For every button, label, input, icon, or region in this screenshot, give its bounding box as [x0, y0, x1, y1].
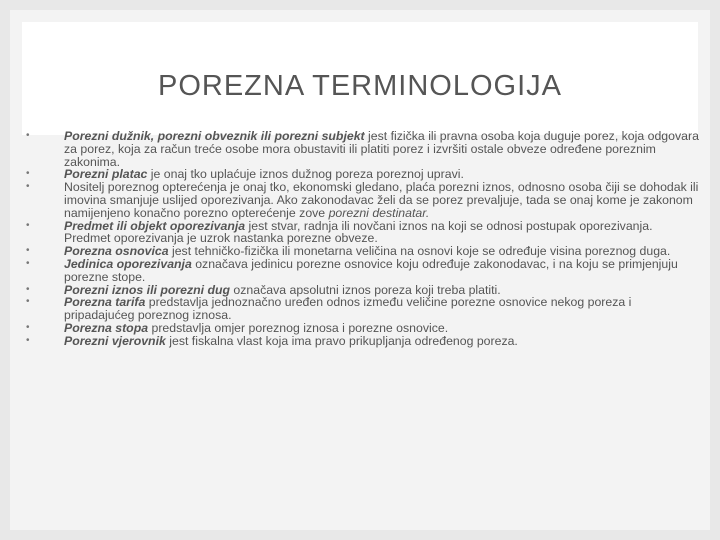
- bullet-dot-icon: •: [26, 283, 30, 295]
- list-item: [20, 258, 700, 284]
- definition: predstavlja omjer poreznog iznosa i porezne osnovice.: [148, 320, 449, 335]
- list-item: [20, 181, 700, 219]
- term: Porezni platac: [64, 167, 148, 182]
- bullet-dot-icon: •: [26, 334, 30, 346]
- definition: jest tehničko-fizička ili monetarna veličina na osnovi koje se određuje visina poreznog duga.: [168, 244, 671, 259]
- definition: Nositelj poreznog opterećenja je onaj tko, ekonomski gledano, plaća porezni iznos, odnosno osoba čiji se dohodak ili imovina smanjuje uslijed oporezivanja. Ako zakonodavac želi da se porez prevaljuje, tada se onaj kome je zakonom namijenjeno konačno porezno opterećenje zove: [64, 180, 699, 220]
- definition: je onaj tko uplaćuje iznos dužnog poreza poreznoj upravi.: [147, 167, 464, 182]
- bullet-dot-icon: •: [26, 168, 30, 180]
- term: Porezna tarifa: [64, 295, 146, 310]
- bullet-dot-icon: •: [26, 245, 30, 257]
- term: Predmet ili objekt oporezivanja: [64, 218, 246, 233]
- title-box: [22, 22, 698, 135]
- bullet-dot-icon: •: [26, 321, 30, 333]
- definition: označava apsolutni iznos poreza koji treba platiti.: [230, 282, 501, 297]
- term: Porezni iznos ili porezni dug: [64, 282, 231, 297]
- slide-title: POREZNA TERMINOLOGIJA: [158, 70, 562, 102]
- bullet-dot-icon: •: [26, 257, 30, 269]
- slide-content: [20, 130, 700, 348]
- definition: jest fiskalna vlast koja ima pravo prikupljanja određenog poreza.: [165, 333, 518, 348]
- list-item: [20, 296, 700, 322]
- term: Porezna osnovica: [64, 244, 169, 259]
- term: Porezna stopa: [64, 320, 149, 335]
- definition: jest stvar, radnja ili novčani iznos na koji se odnosi postupak oporezivanja. Predmet oporezivanja je uzrok nastanka porezne obveze.: [64, 218, 653, 246]
- bullet-dot-icon: •: [26, 296, 30, 308]
- bullet-dot-icon: •: [26, 181, 30, 193]
- term: Porezni vjerovnik: [64, 333, 166, 348]
- definition: predstavlja jednoznačno uređen odnos između veličine porezne osnovice nekog poreza i pripadajućeg poreznog iznosa.: [64, 295, 632, 323]
- definition: označava jedinicu porezne osnovice koju određuje zakonodavac, i na koju se primjenjuju porezne stope.: [64, 256, 678, 284]
- term: Jedinica oporezivanja: [64, 256, 192, 271]
- term: Porezni dužnik, porezni obveznik ili porezni subjekt: [64, 129, 365, 143]
- italic-term: porezni destinatar.: [328, 205, 430, 220]
- definition: jest fizička ili pravna osoba koja duguje porez, koja odgovara za porez, koja za račun treće osobe mora obustaviti ili platiti porez i izvršiti ostale obveze određene poreznim zakonima.: [64, 129, 699, 169]
- bullet-dot-icon: •: [26, 219, 30, 231]
- list-item: [20, 335, 700, 348]
- list-item: [20, 130, 700, 168]
- bullet-list: [20, 130, 700, 348]
- bullet-dot-icon: •: [26, 130, 30, 141]
- list-item: [20, 220, 700, 246]
